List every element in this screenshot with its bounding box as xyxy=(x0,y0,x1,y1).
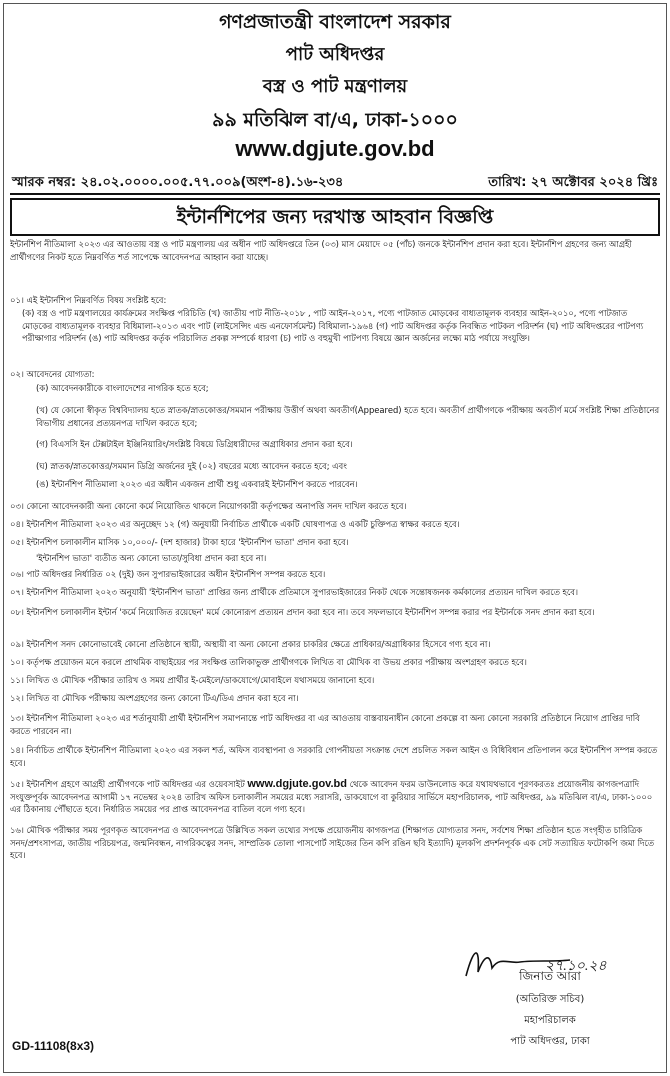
clause-13: ১৩। ইন্টার্নশিপ নীতিমালা ২০২৩ এর শর্তানুযায়ী প্রার্থী ইন্টার্নশিপ সমাপনান্তে পাট অধিদপ্তর বা এর আওতায় বাস্তবায়নাধীন কোনো প্রকল্পে বা অন্য কোনো সরকারি প্রতিষ্ঠানে নিয়োগ প্রাপ্তির দাবি করতে পারবেন না। xyxy=(10,713,640,736)
header-address: ৯৯ মতিঝিল বা/এ, ঢাকা-১০০০ xyxy=(212,109,458,131)
clause-5: ০৫। ইন্টার্নশিপ চলাকালীন মাসিক ১০,০০০/- (দশ হাজার) টাকা হারে 'ইন্টার্নশিপ ভাতা' প্রদান করা হবে। xyxy=(10,537,349,547)
signatory-office: পাট অধিদপ্তর, ঢাকা xyxy=(510,1036,590,1047)
section-1-title: ০১। এই ইন্টার্নশিপ নিম্নবর্ণিত বিষয় সংশ্লিষ্ট হবে: xyxy=(10,295,167,305)
header-department: পাট অধিদপ্তর xyxy=(285,44,385,65)
clause-8: ০৮। ইন্টার্নশিপ চলাকালীন ইন্টার্ন 'কর্মে নিয়োজিত রয়েছেন' মর্মে কোনোরূপ প্রত্যয়ন প্রদান করা হবে না। তবে সফলভাবে ইন্টার্নশিপ সম্পন্ন করার পর ইন্টার্নকে সনদ প্রদান করা হবে। xyxy=(10,607,595,617)
clause-11: ১১। লিখিত ও মৌখিক পরীক্ষার তারিখ ও সময় প্রার্থীর ই-মেইলে/ডাকযোগে/মোবাইলে যথাসময়ে জানানো হবে। xyxy=(10,675,375,685)
gd-code: GD-11108(8x3) xyxy=(12,1039,95,1053)
eligibility-item: (গ) বিএসসি ইন টেক্সটাইল ইঞ্জিনিয়ারিং/সংশ্লিষ্ট বিষয়ে ডিগ্রিধারীদের অগ্রাধিকার প্রদান করা হবে। xyxy=(36,439,353,449)
divider xyxy=(10,193,660,195)
clause-16: ১৬। মৌখিক পরীক্ষার সময় পূরণকৃত আবেদনপত্র ও আবেদনপত্রে উল্লিখিত সকল তথ্যের সপক্ষে প্রয়োজনীয় কাগজপত্র (শিক্ষাগত যোগ্যতার সনদ, সর্বশেষ শিক্ষা প্রতিষ্ঠান হতে সংগৃহীত চারিত্রিক সনদ/প্রশংসাপত্র, জাতীয় পরিচয়পত্র, জন্মনিবন্ধন, নাগরিকত্বের সনদ, সাম্প্রতিক তোলা পাসপোর্ট সাইজের তিন কপি রঙিন ছবি ইত্যাদি) মূলকপি প্রদর্শনপূর্বক এক সেট সত্যায়িত ফটোকপি জমা দিতে হবে। xyxy=(10,825,655,861)
eligibility-item: (ঙ) ইন্টার্নশিপ নীতিমালা ২০২৩ এর অধীন একজন প্রার্থী শুধু একবারই ইন্টার্নশিপ করতে পারবেন। xyxy=(36,479,358,489)
eligibility-item: (ক) আবেদনকারীকে বাংলাদেশের নাগরিক হতে হবে; xyxy=(36,383,209,393)
signatory-title: (অতিরিক্ত সচিব) xyxy=(515,994,585,1005)
section-1-text: (ক) বস্ত্র ও পাট মন্ত্রণালয়ের কার্যক্রমের সংক্ষিপ্ত পরিচিতি (খ) জাতীয় পাট নীতি-২০১৮ , পাট আইন-২০১৭, পণ্যে পাটজাত মোড়কের বাধ্যতামূলক ব্যবহার আইন-২০১০, পণ্যে পাটজাত মোড়কের বাধ্যতামূলক ব্যবহার বিধিমালা-২০১৩ এবং পাট (লাইসেন্সিং এন্ড এনফোর্সমেন্ট) বিধিমালা-১৯৬৪ (গ) পাট অধিদপ্তর কর্তৃক নিবন্ধিত পাটকল পরিদর্শন (ঘ) পাট অধিদপ্তরের পাটপণ্য পরীক্ষাগার পরিদর্শন (ঙ) পাট অধিদপ্তর কর্তৃক পরিচালিত প্রকল্প সম্পর্কে ধারণা (চ) পাট ও বহুমুখী পাটপণ্য বিষয়ে জ্ঞান অর্জনের লক্ষ্যে মাঠ পর্যায়ে সংযুক্তি। xyxy=(22,308,644,344)
signature-date: ২৭.১০.২৪ xyxy=(545,959,607,974)
clause-14: ১৪। নির্বাচিত প্রার্থীকে ইন্টার্নশিপ নীতিমালা ২০২৩ এর সকল শর্ত, অফিস ব্যবস্থাপনা ও সরকারি গোপনীয়তা সংক্রান্ত দেশে প্রচলিত সকল আইন ও বিধিবিধান প্রতিপালন করে ইন্টার্নশিপ সম্পন্ন করতে হবে। xyxy=(10,745,658,768)
eligibility-item: (ঘ) স্নাতক/স্নাতকোত্তর/সমমান ডিগ্রি অর্জনের দুই (০২) বছরের মধ্যে আবেদন করতে হবে; এবং xyxy=(36,461,347,471)
clause-15 xyxy=(10,778,660,818)
intro-paragraph: ইন্টার্নশিপ নীতিমালা ২০২৩ এর আওতায় বস্ত্র ও পাট মন্ত্রণালয় এর অধীন পাট অধিদপ্তরে তিন (০৩) মাস মেয়াদে ০৫ (পাঁচ) জনকে ইন্টার্নশিপ প্রদান করা হবে। ইন্টার্নশিপ গ্রহণের জন্য আগ্রহী প্রার্থীগণের নিকট হতে নিম্নবর্ণিত শর্ত সাপেক্ষে আবেদনপত্র আহ্বান করা যাচ্ছে। xyxy=(10,239,632,262)
eligibility-item: (খ) যে কোনো স্বীকৃত বিশ্ববিদ্যালয় হতে স্নাতক/স্নাতকোত্তর/সমমান পরীক্ষায় উত্তীর্ণ অথবা অবতীর্ণ(Appeared) হতে হবে। অবতীর্ণ প্রার্থীগণকে পরীক্ষায় অবতীর্ণ মর্মে সংশ্লিষ্ট শিক্ষা প্রতিষ্ঠানের বিভাগীয় প্রধানের প্রত্যয়নপত্র দাখিল করতে হবে; xyxy=(36,405,660,428)
header-website: www.dgjute.gov.bd xyxy=(235,136,435,161)
memo-reference: স্মারক নম্বর: ২৪.০২.০০০০.০০৫.৭৭.০০৯(অংশ-৪).১৬-২৩৪ xyxy=(12,175,344,190)
clause-15-text-b: থেকে আবেদন ফরম ডাউনলোড করে যথাযথভাবে পূরণকরতঃ প্রয়োজনীয় কাগজপত্রাদি সংযুক্তপূর্বক আবেদনপত্র আগামী ১৭ নভেম্বর ২০২৪ তারিখ অফিস চলাকালীন সময়ের মধ্যে সরাসরি, ডাকযোগে বা কুরিয়ার সার্ভিসে মহাপরিচালক, পাট অধিদপ্তর, ৯৯ মতিঝিল বা/এ, ঢাকা-১০০০ এর ঠিকানায় পৌঁছাতে হবে। নির্ধারিত সময়ের পর প্রাপ্ত আবেদনপত্র বাতিল বলে গণ্য হবে। xyxy=(10,779,653,815)
notice-title-banner: ইন্টার্নশিপের জন্য দরখাস্ত আহবান বিজ্ঞপ্তি xyxy=(10,198,660,236)
signature-block xyxy=(440,968,660,1051)
clause-5-note: 'ইন্টার্নশিপ ভাতা' ব্যতীত অন্য কোনো ভাতা/সুবিধা প্রদান করা হবে না। xyxy=(36,553,267,563)
clause-3: ০৩। কোনো আবেদনকারী অন্য কোনো কর্মে নিয়োজিত থাকলে নিয়োগকারী কর্তৃপক্ষের অনাপত্তি সনদ দাখিল করতে হবে। xyxy=(10,501,407,511)
section-2-title: ০২। আবেদনের যোগ্যতা: xyxy=(10,369,95,379)
clause-6: ০৬। পাট অধিদপ্তর নির্ধারিত ০২ (দুই) জন সুপারভাইজারের অধীন ইন্টার্নশিপ সম্পন্ন করতে হবে। xyxy=(10,569,326,579)
clause-7: ০৭। ইন্টার্নশিপ নীতিমালা ২০২৩ অনুযায়ী 'ইন্টার্নশিপ ভাতা' প্রাপ্তির জন্য প্রার্থীকে প্রতিমাসে সুপারভাইজারের নিকট থেকে সন্তোষজনক কর্মকালের প্রত্যয়ন দাখিল করতে হবে। xyxy=(10,587,578,597)
clause-9: ০৯। ইন্টার্নশিপ সনদ কোনোভাবেই কোনো প্রতিষ্ঠানে স্থায়ী, অস্থায়ী বা অন্য কোনো প্রকার চাকরির ক্ষেত্রে প্রাধিকার/অগ্রাধিকার হিসেবে গণ্য হবে না। xyxy=(10,639,491,649)
clause-15-website: www.dgjute.gov.bd xyxy=(247,778,347,790)
clause-12: ১২। লিখিত বা মৌখিক পরীক্ষায় অংশগ্রহণের জন্য কোনো টিএ/ডিএ প্রদান করা হবে না। xyxy=(10,693,299,703)
clause-4: ০৪। ইন্টার্নশিপ নীতিমালা ২০২৩ এর অনুচ্ছেদ ১২ (গ) অনুযায়ী নির্বাচিত প্রার্থীকে একটি ঘোষণাপত্র ও একটি চুক্তিপত্র স্বাক্ষর করতে হবে। xyxy=(10,519,460,529)
clause-15-text-a: ১৫। ইন্টার্নশিপ গ্রহণে আগ্রহী প্রার্থীগণকে পাট অধিদপ্তর এর ওয়েবসাইট xyxy=(10,779,245,789)
clause-10: ১০। কর্তৃপক্ষ প্রয়োজন মনে করলে প্রাথমিক বাছাইয়ের পর সংক্ষিপ্ত তালিকাভুক্ত প্রার্থীগণকে লিখিত বা মৌখিক বা উভয় প্রকার পরীক্ষায় অংশগ্রহণ করতে হবে। xyxy=(10,657,527,667)
header-ministry: বস্ত্র ও পাট মন্ত্রণালয় xyxy=(262,76,408,97)
signatory-designation: মহাপরিচালক xyxy=(524,1015,576,1026)
header-government: গণপ্রজাতন্ত্রী বাংলাদেশ সরকার xyxy=(219,11,451,33)
memo-date: তারিখ: ২৭ অক্টোবর ২০২৪ খ্রিঃ xyxy=(488,175,658,190)
signatory-name: জিনাত আরা xyxy=(519,969,581,983)
